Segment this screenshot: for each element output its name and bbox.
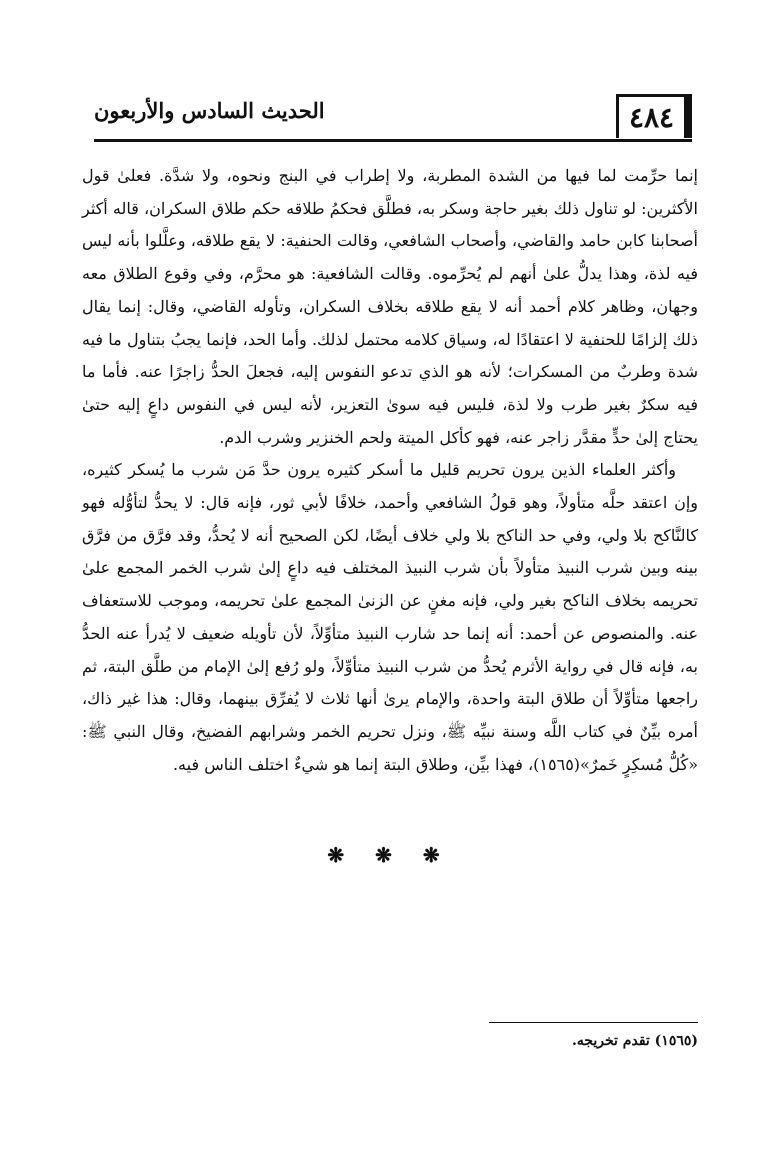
- page-number: ٤٨٤: [616, 94, 692, 138]
- running-title: [94, 98, 594, 134]
- footnote-rule: [489, 1022, 698, 1023]
- page-header: [94, 84, 692, 142]
- section-separator: ❋ ❋ ❋: [327, 843, 452, 867]
- running-title-text: الحديث السادس والأربعون: [94, 98, 325, 123]
- paragraph-2: وأكثر العلماء الذين يرون تحريم قليل ما أسكر كثيره يرون حدَّ مَن شرب ما يُسكر كثيره، وإن اعتقد حلَّه متأولاً، وهو قولُ الشافعي وأحمد، خلافًا لأبي ثور، فإنه قال: لا يحدُّ لتأوُّله فهو كالنَّاكح بلا ولي، وفي حد الناكح بلا ولي خلاف أيضًا، لكن الصحيح أنه لا يُحدُّ، وقد فرَّق من فرَّق بينه وبين شرب النبيذ متأولاً بأن شرب النبيذ المختلف فيه داعٍ إلىٰ شرب الخمر المجمع علىٰ تحريمه بخلاف الناكح بغير ولي، فإنه مغنٍ عن الزنىٰ المجمع علىٰ تحريمه، وموجب للاستعفاف عنه. والمنصوص عن أحمد: أنه إنما حد شارب النبيذ متأوِّلاً، لأن تأويله ضعيف لا يُدرأ عنه الحدُّ به، فإنه قال في رواية الأثرم يُحدُّ من شرب النبيذ متأوِّلاً، ولو رُفع إلىٰ الإمام من طلَّق البتة، ثم راجعها متأوِّلاً أن طلاق البتة واحدة، والإمام يرىٰ أنها ثلاث لا يُفرِّق بينهما، وقال: هذا غير ذاك، أمره بيِّنٌ في كتاب اللَّه وسنة نبيِّه ﷺ، ونزل تحريم الخمر وشرابهم الفضيخ، وقال النبي ﷺ: «كُلُّ مُسكِرٍ خَمرٌ»(١٥٦٥)، فهذا بيِّن، وطلاق البتة إنما هو شيءٌ اختلف الناس فيه.: [82, 460, 698, 774]
- main-text: [82, 160, 698, 781]
- header-rule: [94, 139, 692, 142]
- paragraph-1: إنما حرِّمت لما فيها من الشدة المطربة، ولا إطراب في البنج ونحوه، ولا شدَّة. فعلىٰ قول الأكثرين: لو تناول ذلك بغير حاجة وسكر به، فطلَّق فحكمُ طلاقه حكم طلاق السكران، قاله أكثر أصحابنا كابن حامد والقاضي، وأصحاب الشافعي، وقالت الحنفية: لا يقع طلاقه، وعلَّلوا بأنه ليس فيه لذة، وهذا يدلُّ علىٰ أنهم لم يُحرِّموه. وقالت الشافعية: هو محرَّم، وفي وقوع الطلاق معه وجهان، وظاهر كلام أحمد أنه لا يقع طلاقه بخلاف السكران، وتأوله القاضي، وقال: إنما يقال ذلك إلزامًا للحنفية لا اعتقادًا له، وسياق كلامه محتمل لذلك. وأما الحد، فإنما يجبُ بتناول ما فيه شدة وطربٌ من المسكرات؛ لأنه هو الذي تدعو النفوس إليه، فجعلَ الحدُّ زاجرًا عنه. فأما ما فيه سكرٌ بغير طرب ولا لذة، فليس فيه سوىٰ التعزير، لأنه ليس في النفوس داعٍ إليه حتىٰ يحتاج إلىٰ حدٍّ مقدَّر زاجر عنه، فهو كأكل الميتة ولحم الخنزير وشرب الدم.: [82, 166, 699, 447]
- footnote: (١٥٦٥) تقدم تخريجه.: [571, 1033, 698, 1049]
